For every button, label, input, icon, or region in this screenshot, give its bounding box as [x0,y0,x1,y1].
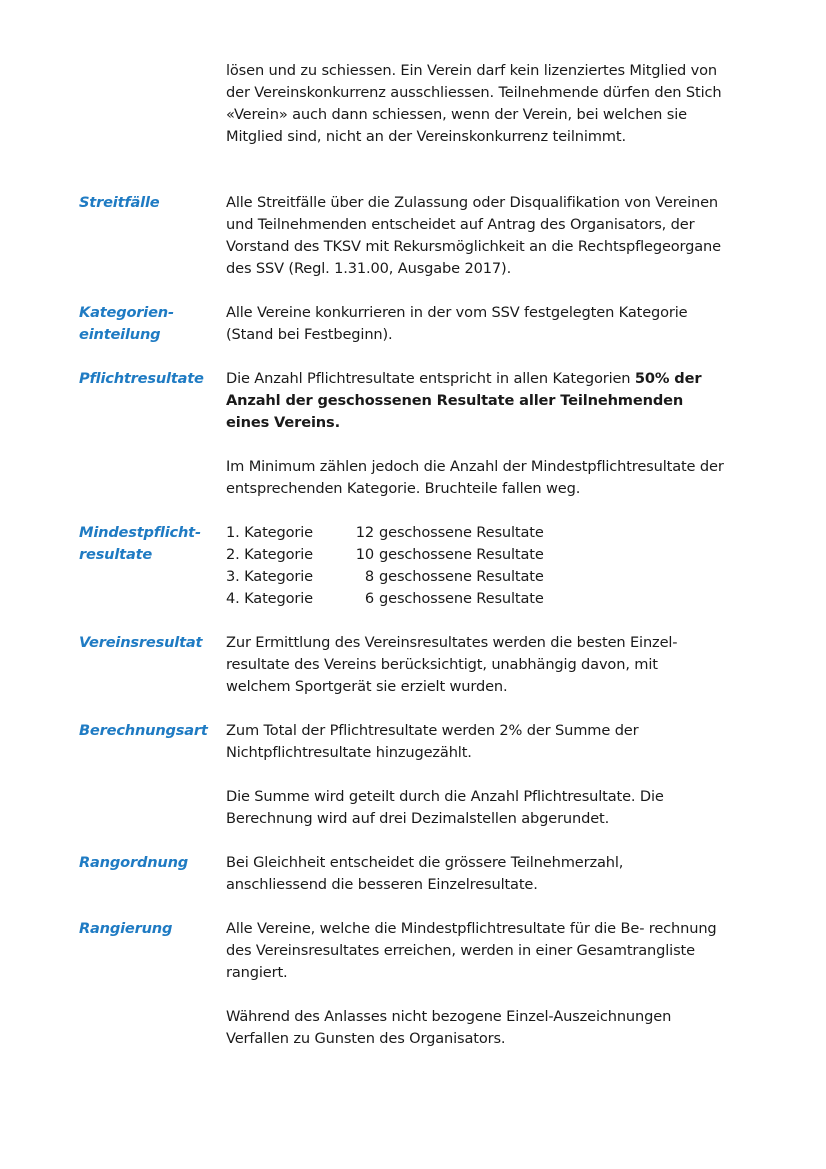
category-unit: geschossene Resultate [379,568,544,585]
section-berechnungsart [226,720,726,830]
pflicht-text-bold: 50% der Anzahl der geschossenen Resultate aller Teilnehmenden eines Vereins. [226,370,702,431]
rangierung-text2: Während des Anlasses nicht bezogene Einzel-Auszeichnungen Verfallen zu Gunsten des Organisators. [226,1008,672,1047]
label-mindestpflicht-line1: Mindestpflicht- [79,524,201,541]
table-row [226,588,544,610]
label-kategorien-line2: einteilung [79,326,161,343]
pflicht-text-normal: Die Anzahl Pflichtresultate entspricht in allen Kategorien [226,370,635,387]
berechnung-text2: Die Summe wird geteilt durch die Anzahl Pflichtresultate. Die Berechnung wird auf drei Dezimalstellen abgerundet. [226,788,664,827]
label-vereinsresultat: Vereinsresultat [79,634,203,651]
section-rangordnung [226,852,726,896]
intro-text: lösen und zu schiessen. Ein Verein darf kein lizenziertes Mitglied von der Vereinskonkurrenz ausschliessen. Teilnehmende dürfen den Stich «Verein» auch dann schiessen, wenn der Verein, bei welchen sie Mitglied sind, nicht an der Vereinskonkurrenz teilnimmt. [226,62,722,145]
category-name: 4. Kategorie [226,590,313,607]
category-unit: geschossene Resultate [379,524,544,541]
table-row [226,566,544,588]
pflicht-text2: Im Minimum zählen jedoch die Anzahl der Mindestpflichtresultate der entsprechenden Kategorie. Bruchteile fallen weg. [226,458,724,497]
category-count: 12 [355,524,374,541]
intro-paragraph [226,60,726,148]
label-pflichtresultate: Pflichtresultate [79,370,204,387]
rangordnung-text: Bei Gleichheit entscheidet die grössere Teilnehmerzahl, anschliessend die besseren Einzelresultate. [226,854,624,893]
rangierung-text1: Alle Vereine, welche die Mindestpflichtresultate für die Be- rechnung des Vereinsresultates erreichen, werden in einer Gesamtrangliste rangiert. [226,920,717,981]
berechnung-text1: Zum Total der Pflichtresultate werden 2% der Summe der Nichtpflichtresultate hinzugezählt. [226,722,639,761]
label-berechnungsart: Berechnungsart [79,722,208,739]
category-count: 6 [364,590,374,607]
kategorien-text: Alle Vereine konkurrieren in der vom SSV festgelegten Kategorie (Stand bei Festbeginn). [226,304,688,343]
section-pflichtresultate [226,368,726,500]
section-mindestpflicht [226,522,726,610]
category-unit: geschossene Resultate [379,546,544,563]
label-rangordnung: Rangordnung [79,854,189,871]
label-kategorien [79,302,219,346]
pflicht-text1 [226,368,726,434]
category-table [226,522,544,610]
section-vereinsresultat [226,632,726,698]
section-streitfaelle [226,192,726,280]
category-unit: geschossene Resultate [379,590,544,607]
table-row [226,544,544,566]
table-row [226,522,544,544]
category-count: 8 [364,568,374,585]
label-kategorien-line1: Kategorien- [79,304,174,321]
category-name: 1. Kategorie [226,524,313,541]
label-mindestpflicht [79,522,219,566]
section-rangierung [226,918,726,1050]
vereinsresultat-text: Zur Ermittlung des Vereinsresultates werden die besten Einzel- resultate des Vereins berücksichtigt, unabhängig davon, mit welchem Sportgerät sie erzielt wurden. [226,634,678,695]
section-kategorien [226,302,726,346]
label-rangierung: Rangierung [79,920,173,937]
category-name: 2. Kategorie [226,546,313,563]
streitfaelle-text: Alle Streitfälle über die Zulassung oder Disqualifikation von Vereinen und Teilnehmenden entscheidet auf Antrag des Organisators, der Vorstand des TKSV mit Rekursmöglichkeit an die Rechtspflegeorgane des SSV (Regl. 1.31.00, Ausgabe 2017). [226,194,721,277]
category-name: 3. Kategorie [226,568,313,585]
label-streitfaelle: Streitfälle [79,194,160,211]
label-mindestpflicht-line2: resultate [79,546,153,563]
category-count: 10 [355,546,374,563]
